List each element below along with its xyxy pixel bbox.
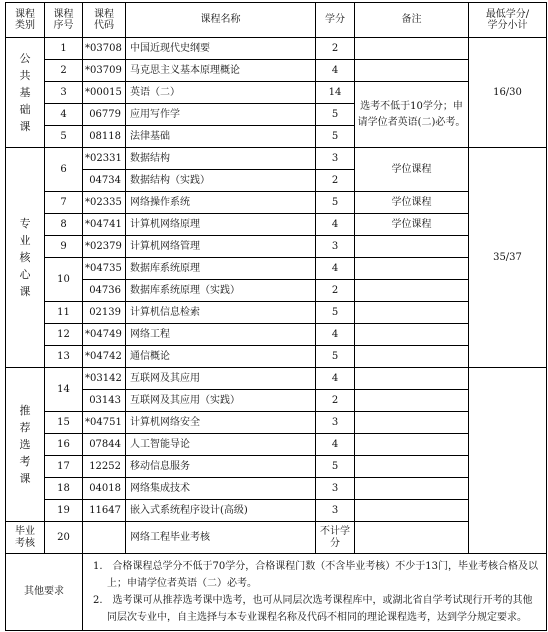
remark-cell (355, 390, 469, 412)
code-cell: *04751 (83, 412, 126, 434)
category-major: 专 业 核 心 课 (6, 148, 45, 368)
table-row (6, 258, 547, 280)
name-cell: 法律基础 (126, 126, 316, 148)
remark-cell (355, 478, 469, 500)
seq-cell: 2 (45, 60, 83, 82)
requirement-item: 2. 选考课可从推荐选考课中选考，也可从同层次选考课程库中，或湖北省自学考试现行开考的其他同层次专业中，自主选择与本专业课程名称及代码不相同的理论课程选考，达到学分规定要求。 (93, 595, 533, 623)
code-cell: *04742 (83, 346, 126, 368)
seq-cell: 13 (45, 346, 83, 368)
code-cell: 06779 (83, 104, 126, 126)
table-row (6, 38, 547, 60)
remark-cell (355, 346, 469, 368)
name-cell: 互联网及其应用（实践） (126, 390, 316, 412)
header-remark: 备注 (355, 3, 469, 38)
header-seq: 课程 序号 (45, 3, 83, 38)
code-cell: *03142 (83, 368, 126, 390)
code-cell: 04018 (83, 478, 126, 500)
seq-cell: 12 (45, 324, 83, 346)
table-row (6, 434, 547, 456)
remark-cell: 学位课程 (355, 214, 469, 236)
remark-cell (355, 236, 469, 258)
credit-cell: 5 (316, 346, 355, 368)
credit-cell: 4 (316, 214, 355, 236)
table-row (6, 324, 547, 346)
remark-cell (355, 434, 469, 456)
seq-cell: 10 (45, 258, 83, 302)
table-row (6, 368, 547, 390)
seq-cell: 18 (45, 478, 83, 500)
credit-cell: 5 (316, 104, 355, 126)
name-cell: 中国近现代史纲要 (126, 38, 316, 60)
name-cell: 数据库系统原理（实践） (126, 280, 316, 302)
name-cell: 计算机网络管理 (126, 236, 316, 258)
name-cell: 互联网及其应用 (126, 368, 316, 390)
header-category: 课程 类别 (6, 3, 45, 38)
credit-cell: 2 (316, 170, 355, 192)
credit-cell: 4 (316, 434, 355, 456)
seq-cell: 3 (45, 82, 83, 104)
curriculum-table (5, 2, 547, 631)
credit-cell: 5 (316, 302, 355, 324)
seq-cell: 5 (45, 126, 83, 148)
remark-cell (355, 412, 469, 434)
code-cell: *00015 (83, 82, 126, 104)
code-cell: 04734 (83, 170, 126, 192)
name-cell: 人工智能导论 (126, 434, 316, 456)
table-row (6, 148, 547, 170)
seq-cell: 9 (45, 236, 83, 258)
header-credit: 学分 (316, 3, 355, 38)
category-recommended: 推 荐 选 考 课 (6, 368, 45, 522)
seq-cell: 8 (45, 214, 83, 236)
credit-cell: 4 (316, 324, 355, 346)
table-row (6, 192, 547, 214)
table-row (6, 82, 547, 104)
seq-cell: 14 (45, 368, 83, 412)
credit-cell: 2 (316, 390, 355, 412)
code-cell: 04736 (83, 280, 126, 302)
credit-cell: 2 (316, 280, 355, 302)
seq-cell: 17 (45, 456, 83, 478)
remark-cell (355, 280, 469, 302)
name-cell: 数据结构（实践） (126, 170, 316, 192)
credit-cell: 不计学分 (316, 522, 355, 554)
remark-cell: 学位课程 (355, 148, 469, 192)
seq-cell: 15 (45, 412, 83, 434)
remark-cell (355, 456, 469, 478)
category-public: 公 共 基 础 课 (6, 38, 45, 148)
subtotal-major: 35/37 (469, 148, 547, 368)
name-cell: 网络操作系统 (126, 192, 316, 214)
name-cell: 网络集成技术 (126, 478, 316, 500)
table-row (6, 500, 547, 522)
code-cell: 12252 (83, 456, 126, 478)
name-cell: 计算机网络原理 (126, 214, 316, 236)
credit-cell: 3 (316, 236, 355, 258)
credit-cell: 4 (316, 368, 355, 390)
table-row (6, 280, 547, 302)
subtotal-recommended (469, 368, 547, 554)
remark-cell: 学位课程 (355, 192, 469, 214)
code-cell: *03709 (83, 60, 126, 82)
category-graduation: 毕业 考核 (6, 522, 45, 554)
name-cell: 应用写作学 (126, 104, 316, 126)
credit-cell: 3 (316, 500, 355, 522)
code-cell (83, 522, 126, 554)
code-cell: 08118 (83, 126, 126, 148)
code-cell: 02139 (83, 302, 126, 324)
remark-cell (355, 38, 469, 60)
seq-cell: 7 (45, 192, 83, 214)
credit-cell: 3 (316, 478, 355, 500)
credit-cell: 3 (316, 148, 355, 170)
credit-cell: 3 (316, 412, 355, 434)
table-row (6, 522, 547, 554)
remark-cell (355, 302, 469, 324)
credit-cell: 5 (316, 126, 355, 148)
name-cell: 计算机网络安全 (126, 412, 316, 434)
code-cell: *04735 (83, 258, 126, 280)
table-row (6, 236, 547, 258)
remark-cell (355, 368, 469, 390)
table-row (6, 390, 547, 412)
code-cell: 07844 (83, 434, 126, 456)
credit-cell: 4 (316, 60, 355, 82)
name-cell: 通信概论 (126, 346, 316, 368)
header-min-credit: 最低学分/ 学分小计 (469, 3, 547, 38)
table-row (6, 478, 547, 500)
header-code: 课程 代码 (83, 3, 126, 38)
seq-cell: 19 (45, 500, 83, 522)
seq-cell: 4 (45, 104, 83, 126)
code-cell: *02331 (83, 148, 126, 170)
remark-cell (355, 324, 469, 346)
name-cell: 数据结构 (126, 148, 316, 170)
seq-cell: 16 (45, 434, 83, 456)
other-requirements-content (83, 554, 547, 631)
name-cell: 马克思主义基本原理概论 (126, 60, 316, 82)
credit-cell: 5 (316, 456, 355, 478)
seq-cell: 20 (45, 522, 83, 554)
remark-cell (355, 500, 469, 522)
table-row (6, 456, 547, 478)
name-cell: 计算机信息检索 (126, 302, 316, 324)
remark-cell (355, 60, 469, 82)
other-requirements-row (6, 554, 547, 631)
table-row (6, 346, 547, 368)
header-row (6, 3, 547, 38)
table-row (6, 214, 547, 236)
credit-cell: 4 (316, 258, 355, 280)
table-row (6, 412, 547, 434)
remark-cell (355, 522, 469, 554)
subtotal-public: 16/30 (469, 38, 547, 148)
remark-cell (355, 258, 469, 280)
remark-public: 选考不低于10学分；申请学位者英语(二)必考。 (355, 82, 469, 148)
code-cell: *04741 (83, 214, 126, 236)
name-cell: 嵌入式系统程序设计(高级) (126, 500, 316, 522)
credit-cell: 14 (316, 82, 355, 104)
name-cell: 数据库系统原理 (126, 258, 316, 280)
seq-cell: 11 (45, 302, 83, 324)
table-row (6, 302, 547, 324)
name-cell: 移动信息服务 (126, 456, 316, 478)
code-cell: *04749 (83, 324, 126, 346)
seq-cell: 6 (45, 148, 83, 192)
code-cell: *02335 (83, 192, 126, 214)
seq-cell: 1 (45, 38, 83, 60)
table-row (6, 60, 547, 82)
credit-cell: 2 (316, 38, 355, 60)
header-name: 课程名称 (126, 3, 316, 38)
name-cell: 网络工程 (126, 324, 316, 346)
code-cell: 11647 (83, 500, 126, 522)
code-cell: *02379 (83, 236, 126, 258)
code-cell: *03708 (83, 38, 126, 60)
other-requirements-label: 其他要求 (6, 554, 83, 631)
curriculum-table-wrapper (5, 2, 547, 631)
credit-cell: 5 (316, 192, 355, 214)
requirement-item: 1. 合格课程总学分不低于70学分，合格课程门数（不含毕业考核）不少于13门，毕业考核合格及以上；申请学位者英语（二）必考。 (93, 561, 538, 589)
name-cell: 网络工程毕业考核 (126, 522, 316, 554)
code-cell: 03143 (83, 390, 126, 412)
name-cell: 英语（二） (126, 82, 316, 104)
